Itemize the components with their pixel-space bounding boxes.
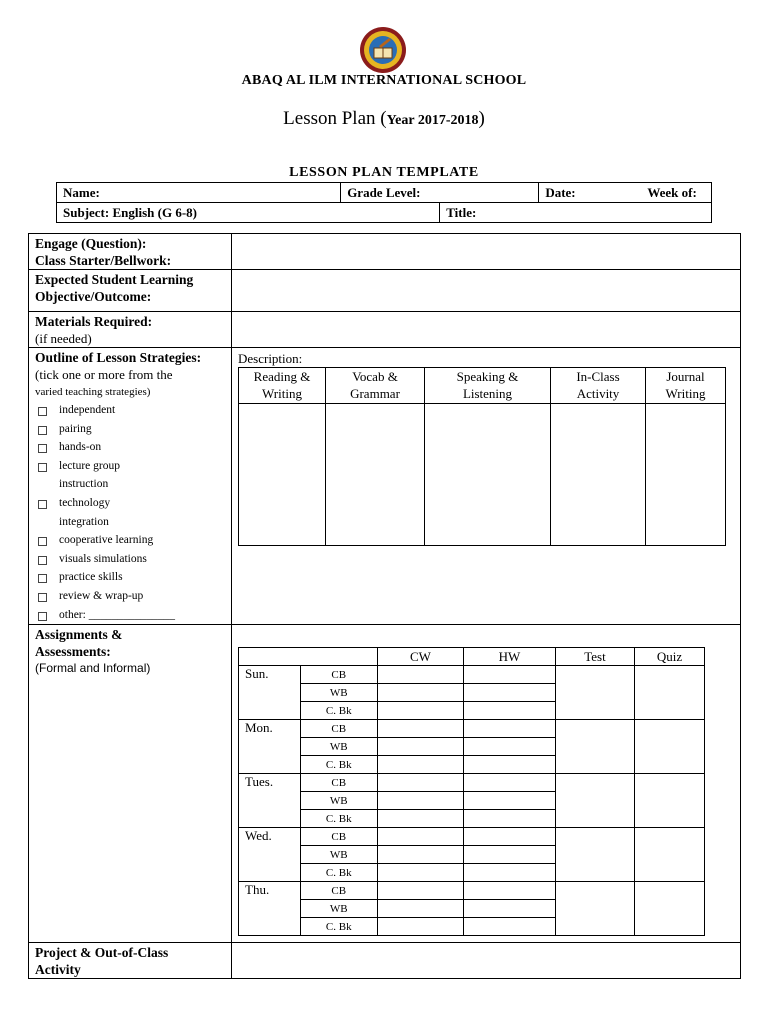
cw-header: CW <box>378 648 464 666</box>
hw-header: HW <box>464 648 556 666</box>
book-label: C. Bk <box>300 702 378 720</box>
strategy-option[interactable]: other: _______________ <box>35 606 225 625</box>
assignments-label: Assignments & Assessments: (Formal and Informal) <box>29 625 232 943</box>
book-label: C. Bk <box>300 918 378 936</box>
checkbox[interactable] <box>38 612 47 621</box>
book-label: C. Bk <box>300 756 378 774</box>
engage-input[interactable] <box>232 234 741 270</box>
school-name: ABAQ AL ILM INTERNATIONAL SCHOOL <box>241 73 527 88</box>
day-label: Thu. <box>239 882 301 936</box>
strategy-option[interactable]: cooperative learning <box>35 531 225 550</box>
strategy-option[interactable]: practice skills <box>35 568 225 587</box>
strategy-option-continued: integration <box>59 515 109 528</box>
school-logo <box>359 26 407 74</box>
day-label: Wed. <box>239 828 301 882</box>
strategy-option[interactable]: hands-on <box>35 438 225 457</box>
book-label: CB <box>300 882 378 900</box>
day-label: Sun. <box>239 666 301 720</box>
col-vocab-grammar: Vocab & Grammar <box>326 368 425 404</box>
strategies-label: Outline of Lesson Strategies: (tick one or more from the varied teaching strategies) independent pairing hands-on lecture group instruction technology integration cooperative learning visuals simulations practice skills review & wrap-up other: _______________ <box>29 348 232 625</box>
checkbox[interactable] <box>38 426 47 435</box>
quiz-header: Quiz <box>635 648 705 666</box>
book-label: CB <box>300 720 378 738</box>
materials-label: Materials Required: (if needed) <box>29 312 232 348</box>
book-label: WB <box>300 792 378 810</box>
col-journal-writing: Journal Writing <box>646 368 726 404</box>
test-header: Test <box>556 648 635 666</box>
checkbox[interactable] <box>38 556 47 565</box>
book-label: WB <box>300 900 378 918</box>
book-label: CB <box>300 774 378 792</box>
engage-label: Engage (Question): Class Starter/Bellwork: <box>29 234 232 270</box>
title-main: Lesson Plan ( <box>283 108 387 129</box>
assessment-grid <box>238 647 705 936</box>
strategy-options <box>35 401 225 624</box>
strategy-option-continued: instruction <box>59 478 109 491</box>
checkbox[interactable] <box>38 407 47 416</box>
subject-field[interactable]: Subject: English (G 6-8) <box>57 203 440 223</box>
checkbox[interactable] <box>38 574 47 583</box>
strategy-option[interactable]: technology <box>35 494 225 513</box>
strategy-option[interactable]: independent <box>35 401 225 420</box>
book-label: CB <box>300 828 378 846</box>
book-label: CB <box>300 666 378 684</box>
book-label: C. Bk <box>300 810 378 828</box>
strategy-option[interactable]: lecture group <box>35 457 225 476</box>
date-field[interactable]: Date: <box>539 183 642 203</box>
strategy-option[interactable]: pairing <box>35 420 225 439</box>
project-input[interactable] <box>232 943 741 979</box>
name-field[interactable]: Name: <box>57 183 341 203</box>
vocab-grammar-input[interactable] <box>326 404 425 546</box>
title-close: ) <box>478 108 485 129</box>
checkbox[interactable] <box>38 444 47 453</box>
week-of-field[interactable]: Week of: <box>641 183 711 203</box>
in-class-activity-input[interactable] <box>551 404 646 546</box>
checkbox[interactable] <box>38 537 47 546</box>
reading-writing-input[interactable] <box>239 404 326 546</box>
description-label: Description: <box>238 351 303 366</box>
lesson-plan-table <box>28 233 741 979</box>
book-label: WB <box>300 684 378 702</box>
strategy-option[interactable]: review & wrap-up <box>35 587 225 606</box>
col-reading-writing: Reading & Writing <box>239 368 326 404</box>
book-label: WB <box>300 738 378 756</box>
col-speaking-listening: Speaking & Listening <box>425 368 551 404</box>
checkbox[interactable] <box>38 593 47 602</box>
day-label: Tues. <box>239 774 301 828</box>
template-title: LESSON PLAN TEMPLATE <box>289 165 479 180</box>
materials-input[interactable] <box>232 312 741 348</box>
header-table <box>56 182 712 223</box>
day-label: Mon. <box>239 720 301 774</box>
title-year: Year 2017-2018 <box>386 113 479 128</box>
journal-writing-input[interactable] <box>646 404 726 546</box>
project-label: Project & Out-of-Class Activity <box>29 943 232 979</box>
strategies-content <box>232 348 741 625</box>
assignments-content <box>232 625 741 943</box>
title-field[interactable]: Title: <box>440 203 712 223</box>
book-label: C. Bk <box>300 864 378 882</box>
speaking-listening-input[interactable] <box>425 404 551 546</box>
book-label: WB <box>300 846 378 864</box>
strategy-columns-table <box>238 367 726 546</box>
col-in-class-activity: In-Class Activity <box>551 368 646 404</box>
objective-label: Expected Student Learning Objective/Outcome: <box>29 270 232 312</box>
grade-level-field[interactable]: Grade Level: <box>341 183 539 203</box>
page-title <box>0 108 768 130</box>
objective-input[interactable] <box>232 270 741 312</box>
checkbox[interactable] <box>38 500 47 509</box>
strategy-option[interactable]: visuals simulations <box>35 550 225 569</box>
checkbox[interactable] <box>38 463 47 472</box>
